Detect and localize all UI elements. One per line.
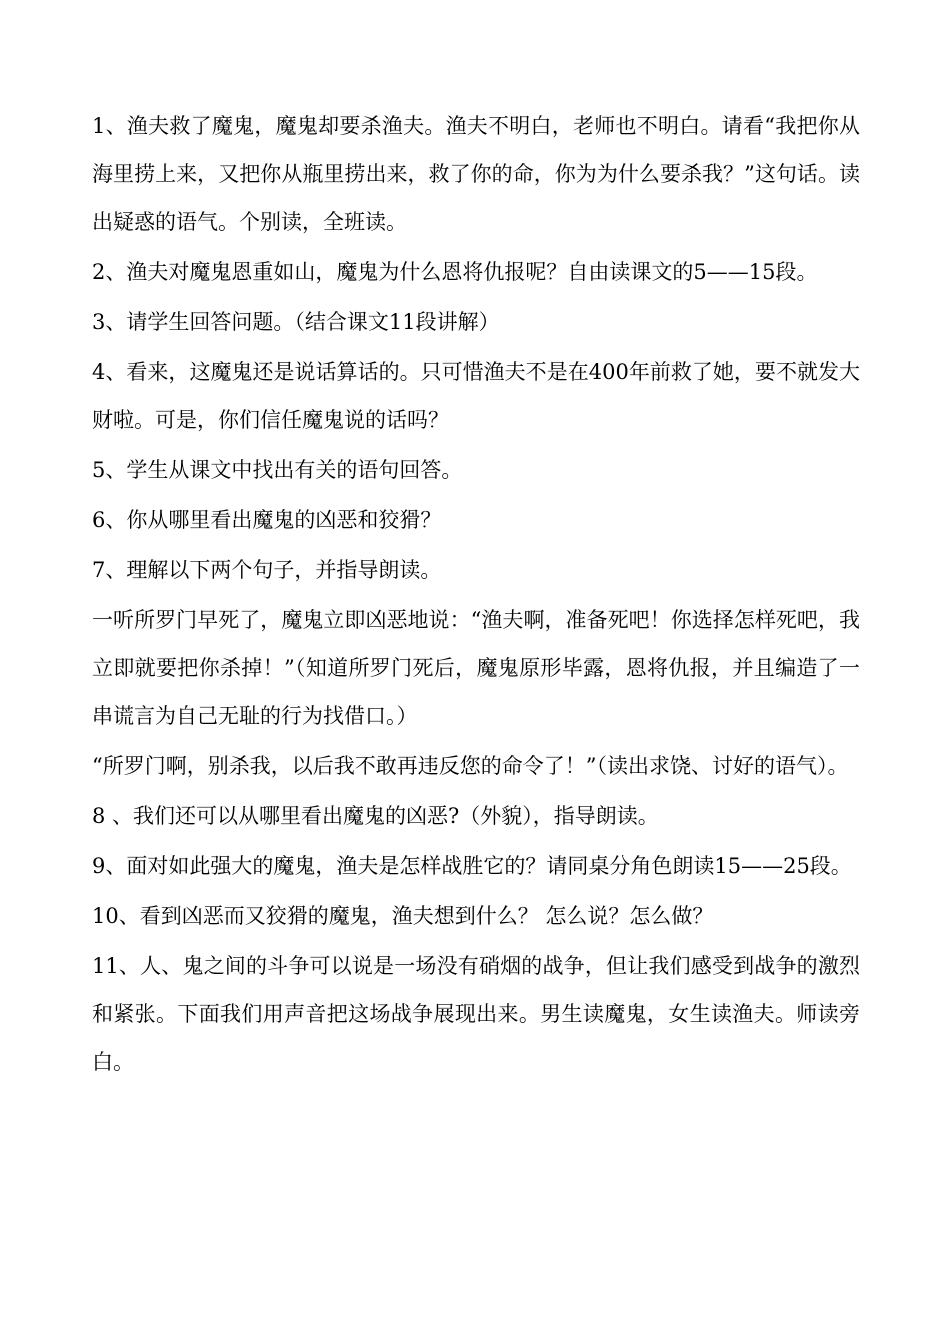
paragraph-8: 8 、我们还可以从哪里看出魔鬼的凶恶?（外貌），指导朗读。 bbox=[92, 804, 659, 828]
paragraph-6: 6、你从哪里看出魔鬼的凶恶和狡猾？ bbox=[92, 508, 442, 532]
paragraph-1: 1、渔夫救了魔鬼，魔鬼却要杀渔夫。渔夫不明白，老师也不明白。请看“我把你从海里捞上来，又把你从瓶里捞出来，救了你的命，你为为什么要杀我？”这句话。读出疑惑的语气。个别读，全班读。 bbox=[92, 114, 860, 234]
paragraph-7: 7、理解以下两个句子，并指导朗读。 bbox=[92, 558, 442, 582]
paragraph-11: 11、人、鬼之间的斗争可以说是一场没有硝烟的战争，但让我们感受到战争的激烈和紧张。下面我们用声音把这场战争展现出来。男生读魔鬼，女生读渔夫。师读旁白。 bbox=[92, 954, 860, 1074]
paragraph-4: 4、看来，这魔鬼还是说话算话的。只可惜渔夫不是在400年前救了她，要不就发大财啦。可是，你们信任魔鬼说的话吗？ bbox=[92, 360, 860, 432]
paragraph-10: 10、看到凶恶而又狡猾的魔鬼，渔夫想到什么？ 怎么说？怎么做？ bbox=[92, 904, 714, 928]
quote-paragraph-1: 一听所罗门早死了，魔鬼立即凶恶地说：“渔夫啊，准备死吧！你选择怎样死吧，我立即就要把你杀掉！”（知道所罗门死后，魔鬼原形毕露，恩将仇报，并且编造了一串谎言为自己无耻的行为找借口。） bbox=[92, 608, 860, 728]
quote-paragraph-2: “所罗门啊，别杀我，以后我不敢再违反您的命令了！”（读出求饶、讨好的语气）。 bbox=[92, 754, 849, 778]
paragraph-2: 2、渔夫对魔鬼恩重如山，魔鬼为什么恩将仇报呢？自由读课文的5——15段。 bbox=[92, 260, 818, 284]
paragraph-9: 9、面对如此强大的魔鬼，渔夫是怎样战胜它的？请同桌分角色朗读15——25段。 bbox=[92, 854, 852, 878]
paragraph-3: 3、请学生回答问题。（结合课文11段讲解） bbox=[92, 310, 500, 334]
paragraph-5: 5、学生从课文中找出有关的语句回答。 bbox=[92, 458, 463, 482]
document-page bbox=[92, 102, 860, 1086]
